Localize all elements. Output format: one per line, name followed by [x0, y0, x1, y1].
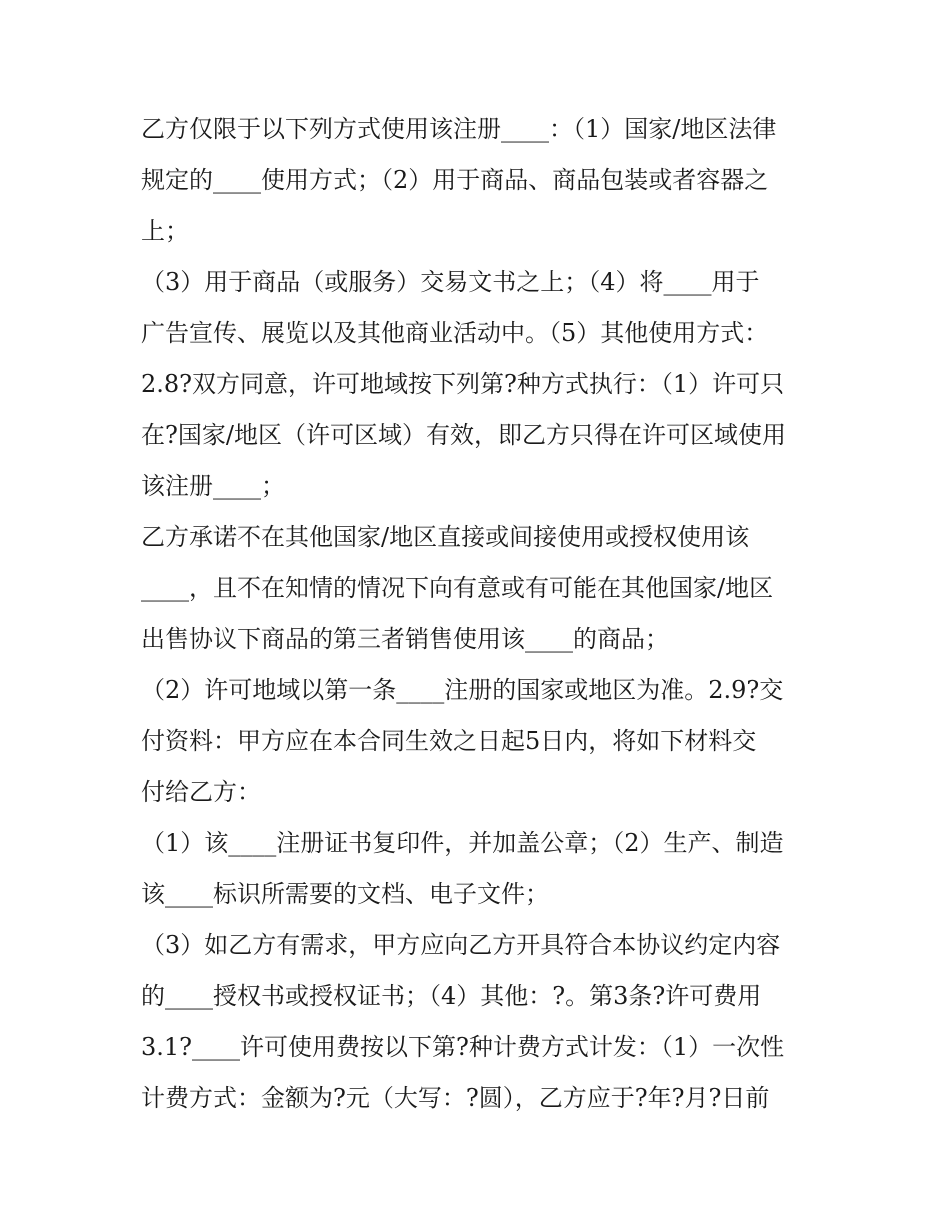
text-line: 上； [141, 217, 189, 245]
text-line: 的____授权书或授权证书；（4）其他：?。第3条?许可费用 [141, 982, 762, 1010]
text-line: 2.8?双方同意，许可地域按下列第?种方式执行：（1）许可只 [141, 370, 785, 398]
text-line: 出售协议下商品的第三者销售使用该____的商品； [141, 625, 669, 653]
text-line: 广告宣传、展览以及其他商业活动中。（5）其他使用方式： [141, 319, 769, 347]
text-line: （3）用于商品（或服务）交易文书之上；（4）将____用于 [141, 268, 760, 296]
text-line: 3.1?____许可使用费按以下第?种计费方式计发：（1）一次性 [141, 1033, 785, 1061]
text-line: 乙方仅限于以下列方式使用该注册____：（1）国家/地区法律 [141, 115, 777, 143]
text-line: 乙方承诺不在其他国家/地区直接或间接使用或授权使用该 [141, 523, 750, 551]
text-line: （3）如乙方有需求，甲方应向乙方开具符合本协议约定内容 [141, 931, 781, 959]
text-line: 付给乙方： [141, 778, 261, 806]
text-line: 付资料：甲方应在本合同生效之日起5日内，将如下材料交 [141, 727, 757, 755]
text-line: 该注册____； [141, 472, 285, 500]
text-line: ____，且不在知情的情况下向有意或有可能在其他国家/地区 [141, 574, 774, 602]
text-line: 该____标识所需要的文档、电子文件； [141, 880, 549, 908]
text-line: 计费方式：金额为?元（大写：?圆），乙方应于?年?月?日前 [141, 1084, 770, 1112]
text-line: （2）许可地域以第一条____注册的国家或地区为准。2.9?交 [141, 676, 784, 704]
document-body [141, 104, 821, 1124]
text-line: （1）该____注册证书复印件，并加盖公章；（2）生产、制造 [141, 829, 784, 857]
text-line: 规定的____使用方式；（2）用于商品、商品包装或者容器之 [141, 166, 769, 194]
text-line: 在?国家/地区（许可区域）有效，即乙方只得在许可区域使用 [141, 421, 786, 449]
